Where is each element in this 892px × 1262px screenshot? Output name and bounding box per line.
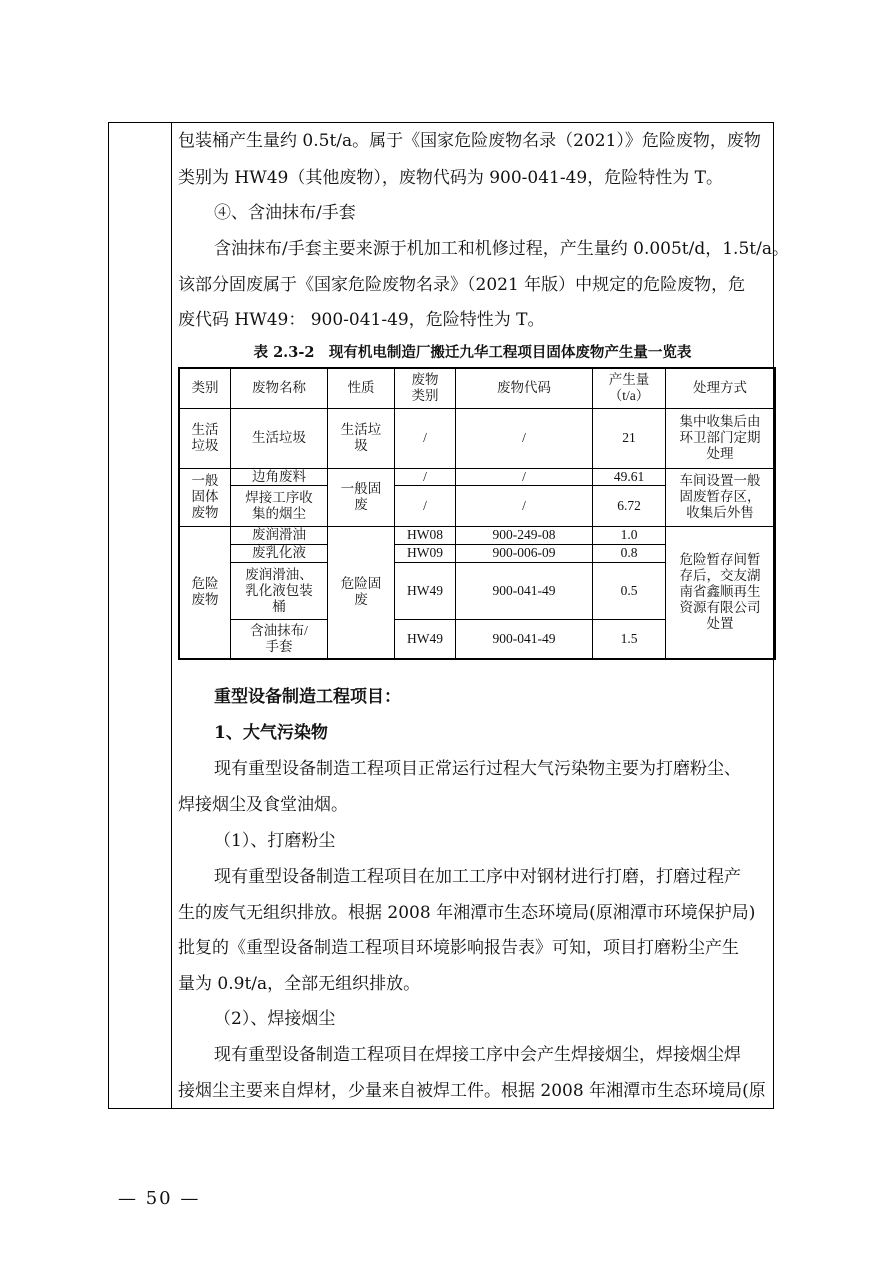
th-code: 废物代码 bbox=[456, 368, 593, 408]
cell-type: / bbox=[395, 468, 456, 485]
cell-type: HW09 bbox=[395, 544, 456, 562]
paragraph-line: 接烟尘主要来自焊材，少量来自被焊工件。根据 2008 年湘潭市生态环境局(原 bbox=[178, 1081, 766, 1101]
cell-name: 生活垃圾 bbox=[231, 408, 328, 468]
cell-name: 废润滑油、 乳化液包装 桶 bbox=[231, 562, 328, 619]
paragraph-line: 量为 0.9t/a，全部无组织排放。 bbox=[178, 974, 421, 994]
cell-name: 边角废料 bbox=[231, 468, 328, 485]
item-heading: ④、含油抹布/手套 bbox=[214, 203, 356, 223]
paragraph-line: 现有重型设备制造工程项目在加工工序中对钢材进行打磨，打磨过程产 bbox=[214, 867, 741, 887]
paragraph-line: 现有重型设备制造工程项目正常运行过程大气污染物主要为打磨粉尘、 bbox=[214, 759, 741, 779]
content-cell bbox=[172, 123, 789, 1108]
paragraph-line: 废代码 HW49： 900-041-49，危险特性为 T。 bbox=[178, 310, 545, 330]
th-name: 废物名称 bbox=[231, 368, 328, 408]
cell-amount: 6.72 bbox=[593, 485, 666, 526]
th-category: 类别 bbox=[179, 368, 231, 408]
section-heading: 重型设备制造工程项目： bbox=[214, 687, 401, 707]
cell-type: / bbox=[395, 408, 456, 468]
cell-amount: 21 bbox=[593, 408, 666, 468]
cell-name: 含油抹布/ 手套 bbox=[231, 619, 328, 659]
cell-type: / bbox=[395, 485, 456, 526]
table-row bbox=[179, 468, 775, 485]
page-number: — 50 — bbox=[118, 1188, 201, 1209]
item-heading: （2）、焊接烟尘 bbox=[214, 1009, 336, 1029]
table-header-row bbox=[179, 368, 775, 408]
cell-name: 废乳化液 bbox=[231, 544, 328, 562]
cell-category: 一般 固体 废物 bbox=[179, 468, 231, 526]
cell-name: 废润滑油 bbox=[231, 526, 328, 544]
th-nature: 性质 bbox=[328, 368, 395, 408]
item-heading: （1）、打磨粉尘 bbox=[214, 831, 336, 851]
cell-amount: 0.8 bbox=[593, 544, 666, 562]
cell-nature: 一般固 废 bbox=[328, 468, 395, 526]
cell-name: 焊接工序收 集的烟尘 bbox=[231, 485, 328, 526]
cell-code: / bbox=[456, 485, 593, 526]
cell-method: 危险暂存间暂 存后，交友湖 南省鑫顺再生 资源有限公司 处置 bbox=[666, 526, 776, 659]
cell-category: 危险 废物 bbox=[179, 526, 231, 659]
cell-type: HW08 bbox=[395, 526, 456, 544]
cell-nature: 生活垃 圾 bbox=[328, 408, 395, 468]
th-amount: 产生量 （t/a） bbox=[593, 368, 666, 408]
content-frame bbox=[108, 122, 789, 1109]
cell-nature: 危险固 废 bbox=[328, 526, 395, 659]
cell-code: 900-041-49 bbox=[456, 562, 593, 619]
paragraph-line: 批复的《重型设备制造工程项目环境影响报告表》可知，项目打磨粉尘产生 bbox=[178, 938, 739, 958]
cell-amount: 0.5 bbox=[593, 562, 666, 619]
paragraph-line: 该部分固废属于《国家危险废物名录》（2021 年版）中规定的危险废物，危 bbox=[178, 275, 746, 295]
table-caption: 表 2.3-2 现有机电制造厂搬迁九华工程项目固体废物产生量一览表 bbox=[253, 344, 692, 361]
paragraph-line: 含油抹布/手套主要来源于机加工和机修过程，产生量约 0.005t/d，1.5t/a。 bbox=[214, 239, 789, 259]
cell-code: / bbox=[456, 468, 593, 485]
cell-type: HW49 bbox=[395, 562, 456, 619]
cell-code: 900-041-49 bbox=[456, 619, 593, 659]
cell-method: 车间设置一般 固废暂存区， 收集后外售 bbox=[666, 468, 776, 526]
cell-amount: 49.61 bbox=[593, 468, 666, 485]
paragraph-line: 生的废气无组织排放。根据 2008 年湘潭市生态环境局(原湘潭市环境保护局) bbox=[178, 903, 756, 923]
cell-code: 900-249-08 bbox=[456, 526, 593, 544]
cell-amount: 1.0 bbox=[593, 526, 666, 544]
left-column bbox=[109, 123, 172, 1108]
cell-code: / bbox=[456, 408, 593, 468]
paragraph-line: 现有重型设备制造工程项目在焊接工序中会产生焊接烟尘，焊接烟尘焊 bbox=[214, 1045, 741, 1065]
th-method: 处理方式 bbox=[666, 368, 776, 408]
cell-method: 集中收集后由 环卫部门定期 处理 bbox=[666, 408, 776, 468]
subheading: 1、大气污染物 bbox=[214, 723, 328, 743]
th-type: 废物 类别 bbox=[395, 368, 456, 408]
paragraph-line: 包装桶产生量约 0.5t/a。属于《国家危险废物名录（2021）》危险废物，废物 bbox=[178, 131, 761, 151]
table-row bbox=[179, 408, 775, 468]
paragraph-line: 焊接烟尘及食堂油烟。 bbox=[178, 795, 348, 815]
waste-table bbox=[178, 367, 776, 660]
cell-code: 900-006-09 bbox=[456, 544, 593, 562]
paragraph-line: 类别为 HW49（其他废物），废物代码为 900-041-49，危险特性为 T。 bbox=[178, 168, 723, 188]
cell-amount: 1.5 bbox=[593, 619, 666, 659]
cell-category: 生活 垃圾 bbox=[179, 408, 231, 468]
table-row bbox=[179, 526, 775, 544]
cell-type: HW49 bbox=[395, 619, 456, 659]
